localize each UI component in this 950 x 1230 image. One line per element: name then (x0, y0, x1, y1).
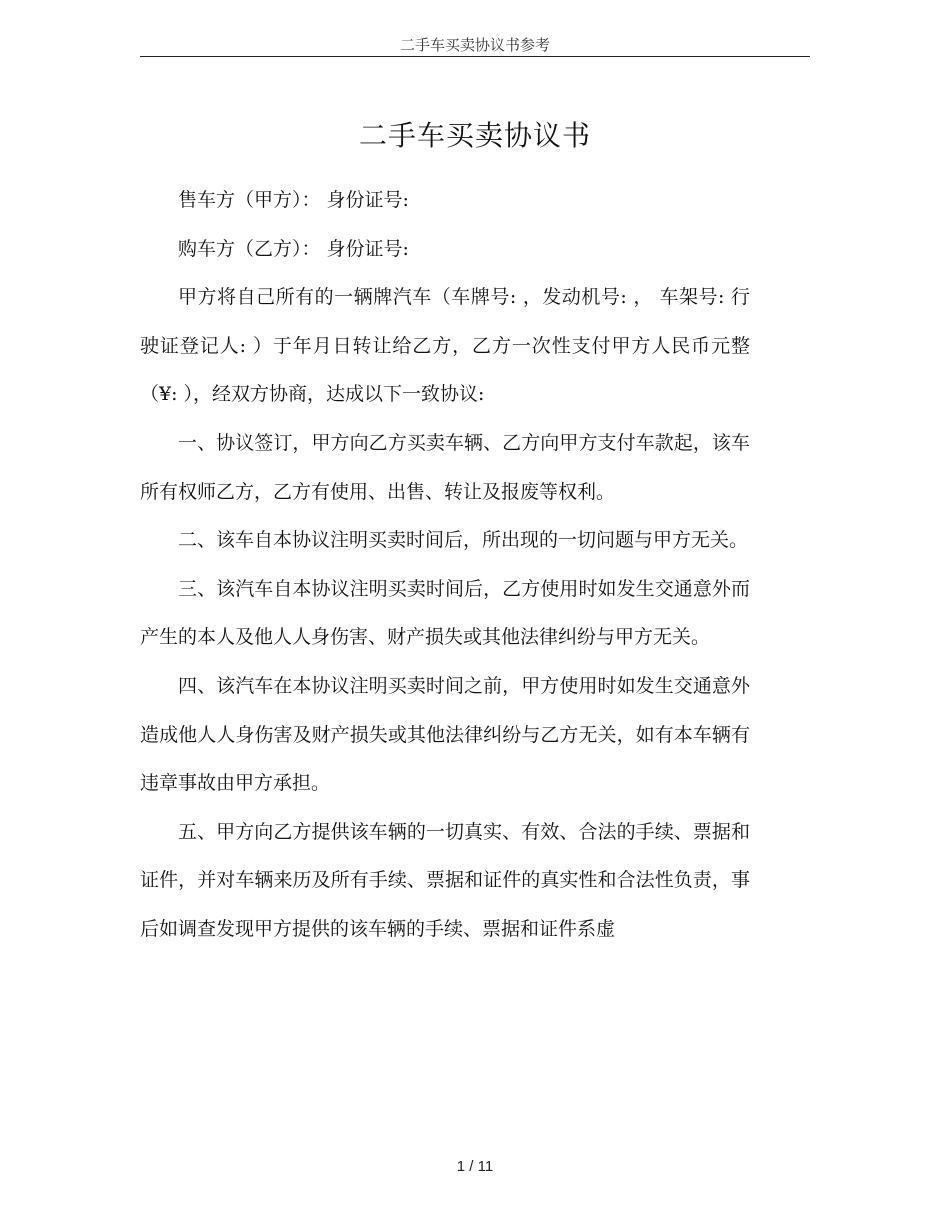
page-number: 1 / 11 (456, 1158, 494, 1175)
clause-3: 三、该汽车自本协议注明买卖时间后，乙方使用时如发生交通意外而产生的本人及他人人身伤害、财产损失或其他法律纠纷与甲方无关。 (140, 577, 750, 649)
clause-2: 二、该车自本协议注明买卖时间后，所出现的一切问题与甲方无关。 (178, 529, 749, 552)
clause-1: 一、协议签订，甲方向乙方买卖车辆、乙方向甲方支付车款起，该车所有权师乙方，乙方有使用、出售、转让及报废等权利。 (140, 431, 750, 503)
document-body (140, 176, 750, 954)
seller-line: 售车方（甲方）： 身份证号: (178, 189, 409, 211)
running-header: 二手车买卖协议书参考 (140, 34, 810, 57)
buyer-line: 购车方（乙方）： 身份证号: (178, 237, 409, 260)
clause-5: 五、甲方向乙方提供该车辆的一切真实、有效、合法的手续、票据和证件，并对车辆来历及所有手续、票据和证件的真实性和合法性负责，事后如调查发现甲方提供的该车辆的手续、票据和证件系虚 (140, 820, 750, 940)
clause-4: 四、该汽车在本协议注明买卖时间之前，甲方使用时如发生交通意外造成他人人身伤害及财产损失或其他法律纠纷与乙方无关，如有本车辆有违章事故由甲方承担。 (140, 674, 750, 795)
document-title: 二手车买卖协议书 (358, 119, 591, 152)
intro-paragraph: 甲方将自己所有的一辆牌汽车（车牌号: ，发动机号: ， 车架号: 行驶证登记人: ）于年月日转让给乙方，乙方一次性支付甲方人民币元整（¥: ），经双方协商，达成以下一致协议: (140, 286, 750, 406)
